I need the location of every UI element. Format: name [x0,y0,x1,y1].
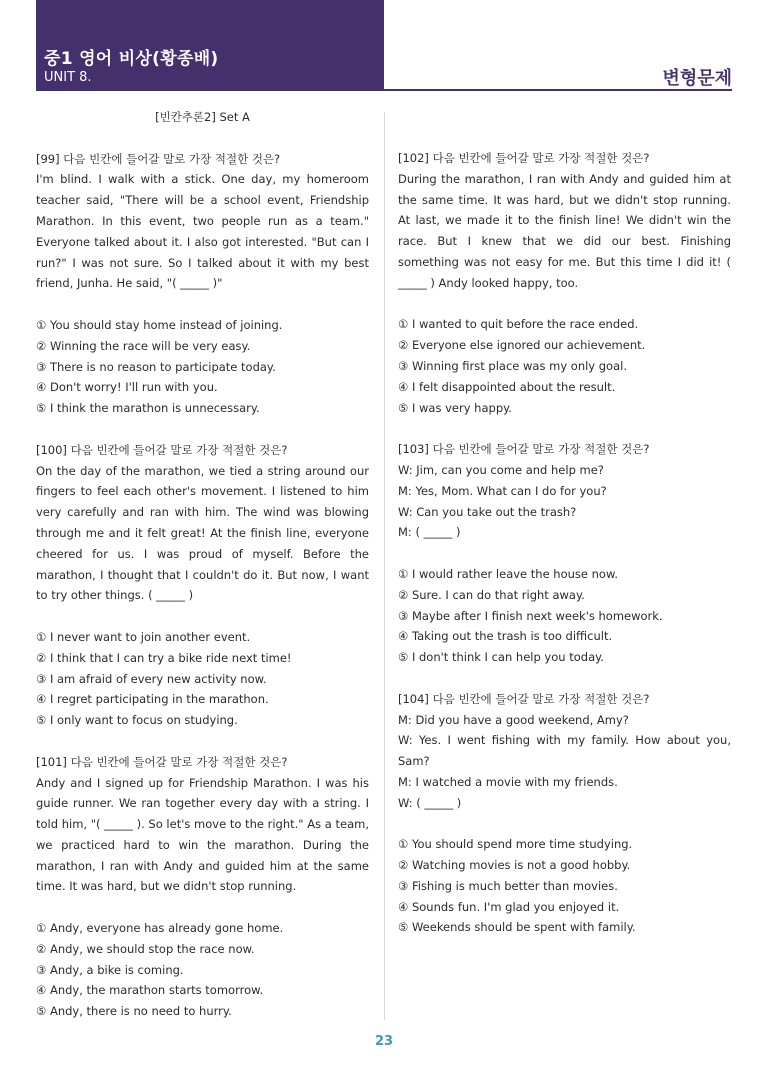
dialog-line: M: Did you have a good weekend, Amy? [398,712,629,727]
question-103 [398,439,731,668]
question-header: [104] 다음 빈칸에 들어갈 말로 가장 적절한 것은? [398,691,650,706]
choice-4[interactable]: ④ I felt disappointed about the result. [398,379,616,394]
choice-1[interactable]: ① I would rather leave the house now. [398,566,618,581]
document-title: 중1 영어 비상(황종배) [44,49,219,69]
question-104 [398,689,731,939]
question-header: [99] 다음 빈칸에 들어갈 말로 가장 적절한 것은? [36,151,281,166]
unit-label: UNIT 8. [44,70,92,85]
choice-3[interactable]: ③ There is no reason to participate today. [36,359,276,374]
dialog-line: W: Can you take out the trash? [398,504,577,519]
dialog-line: M: ( _____ ) [398,525,461,540]
question-102 [398,148,731,418]
question-passage: During the marathon, I ran with Andy and guided him at the same time. It was hard, but we didn't stop running. At last, we made it to the finish line! We didn't win the race. But I knew that we did our best. Finishing something was not easy for me. But this time I did it! ( _____ ) Andy looked happy, too. [398,171,731,290]
choice-3[interactable]: ③ Fishing is much better than movies. [398,878,618,893]
choice-1[interactable]: ① Andy, everyone has already gone home. [36,921,284,936]
left-column [36,107,369,1043]
choice-4[interactable]: ④ Don't worry! I'll run with you. [36,380,218,395]
choice-3[interactable]: ③ Andy, a bike is coming. [36,962,184,977]
question-passage: Andy and I signed up for Friendship Marathon. I was his guide runner. We ran together every day with a string. I told him, "( _____ ). So let's move to the right." As a team, we practiced hard to win the marathon. During the marathon, I ran with Andy and guided him at the same time. It was hard, but we didn't stop running. [36,775,369,894]
column-divider [384,112,385,1020]
choice-3[interactable]: ③ Maybe after I finish next week's homework. [398,608,663,623]
choice-4[interactable]: ④ Andy, the marathon starts tomorrow. [36,983,264,998]
choice-4[interactable]: ④ Sounds fun. I'm glad you enjoyed it. [398,899,620,914]
question-header: [102] 다음 빈칸에 들어갈 말로 가장 적절한 것은? [398,151,650,165]
question-header: [103] 다음 빈칸에 들어갈 말로 가장 적절한 것은? [398,442,650,457]
choice-3[interactable]: ③ Winning first place was my only goal. [398,358,627,373]
dialog-line: W: ( _____ ) [398,795,462,810]
choice-2[interactable]: ② Everyone else ignored our achievement. [398,338,646,353]
choice-5[interactable]: ⑤ Weekends should be spent with family. [398,920,636,935]
question-header: [101] 다음 빈칸에 들어갈 말로 가장 적절한 것은? [36,754,288,769]
choice-2[interactable]: ② I think that I can try a bike ride next time! [36,650,292,665]
choice-2[interactable]: ② Andy, we should stop the race now. [36,941,255,956]
dialog-line: M: I watched a movie with my friends. [398,774,618,789]
choice-2[interactable]: ② Sure. I can do that right away. [398,587,585,602]
question-passage: I'm blind. I walk with a stick. One day, my homeroom teacher said, "There will be a school event, Friendship Marathon. In this event, two people run as a team." Everyone talked about it. I also got interested. "But can I run?" I was not sure. So I talked about it with my best friend, Junha. He said, "( _____ )" [36,172,369,291]
page-number: 23 [374,1034,394,1049]
choice-4[interactable]: ④ I regret participating in the marathon. [36,692,269,707]
set-label: [빈칸추론2] Set A [155,110,250,124]
dialog-line: W: Yes. I went fishing with my family. How about you, Sam? [398,733,731,769]
choice-5[interactable]: ⑤ I think the marathon is unnecessary. [36,401,260,416]
dialog-line: M: Yes, Mom. What can I do for you? [398,483,607,498]
dialog-line: W: Jim, can you come and help me? [398,462,604,477]
choice-1[interactable]: ① You should stay home instead of joining. [36,317,283,332]
section-label: 변형문제 [662,68,732,89]
choice-5[interactable]: ⑤ I don't think I can help you today. [398,650,604,665]
choice-3[interactable]: ③ I am afraid of every new activity now. [36,671,267,686]
choice-5[interactable]: ⑤ Andy, there is no need to hurry. [36,1004,232,1019]
choice-2[interactable]: ② Watching movies is not a good hobby. [398,858,631,873]
question-100 [36,440,369,731]
right-column [398,148,731,959]
choice-5[interactable]: ⑤ I was very happy. [398,400,512,415]
choice-5[interactable]: ⑤ I only want to focus on studying. [36,713,238,728]
question-passage: On the day of the marathon, we tied a string around our fingers to feel each other's movement. I listened to him very carefully and ran with him. The wind was blowing through me and it felt great! At the finish line, everyone cheered for us. I was proud of myself. Before the marathon, I thought that I couldn't do it. But now, I want to try other things. ( _____ ) [36,463,369,603]
choice-4[interactable]: ④ Taking out the trash is too difficult. [398,629,613,644]
choice-1[interactable]: ① I never want to join another event. [36,629,251,644]
question-101 [36,752,369,1022]
choice-2[interactable]: ② Winning the race will be very easy. [36,338,251,353]
header-banner [36,0,384,91]
choice-1[interactable]: ① You should spend more time studying. [398,837,633,852]
question-99 [36,149,369,419]
question-header: [100] 다음 빈칸에 들어갈 말로 가장 적절한 것은? [36,442,288,457]
choice-1[interactable]: ① I wanted to quit before the race ended. [398,317,639,332]
